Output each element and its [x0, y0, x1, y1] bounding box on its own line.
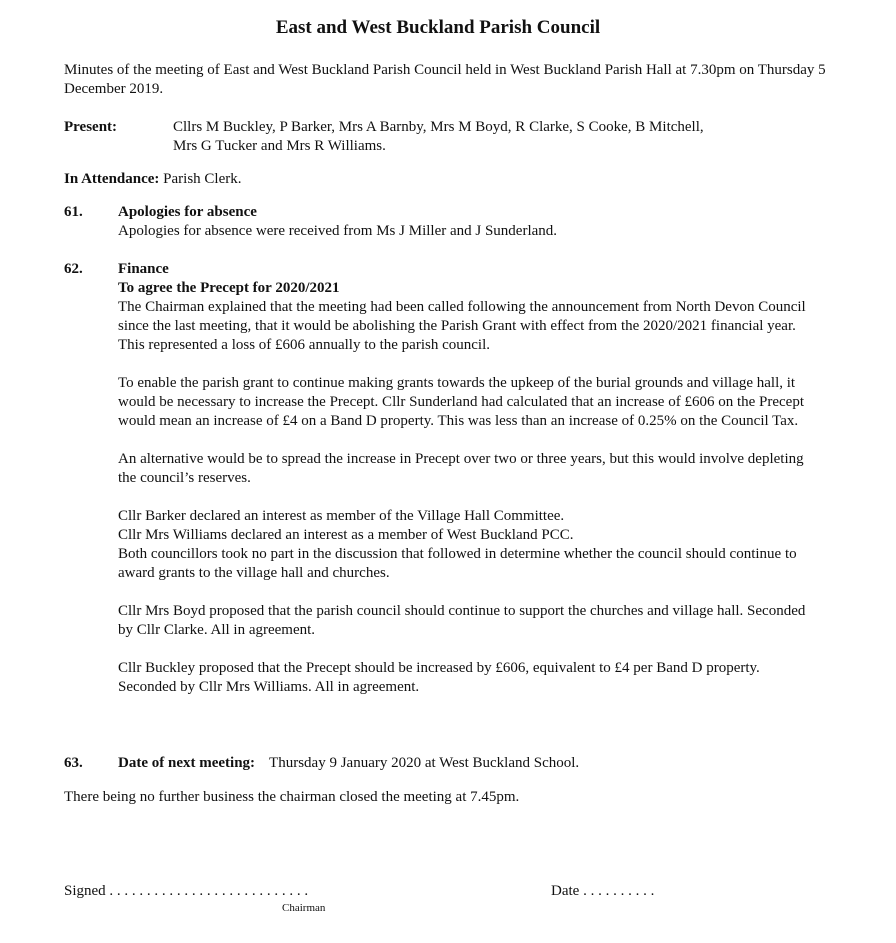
- item-63: [118, 754, 818, 773]
- item-62-paragraph: Cllr Buckley proposed that the Precept should be increased by £606, equivalent to £4 per Band D property. Seconded by Cllr Mrs Williams. All in agreement.: [118, 660, 760, 695]
- item-62-paragraph: Cllr Mrs Williams declared an interest as a member of West Buckland PCC.: [118, 527, 574, 543]
- attendance-line: [64, 170, 764, 189]
- present-list: [173, 118, 813, 156]
- date-line: Date . . . . . . . . . .: [551, 883, 655, 899]
- attendance-text: Parish Clerk.: [159, 171, 242, 187]
- present-line-1: Cllrs M Buckley, P Barker, Mrs A Barnby, Mrs M Boyd, R Clarke, S Cooke, B Mitchell,: [173, 119, 704, 135]
- item-62-paragraph: Both councillors took no part in the discussion that followed in determine whether the council should continue to award grants to the village hall and churches.: [118, 546, 797, 581]
- item-62-paragraph: To enable the parish grant to continue making grants towards the upkeep of the burial grounds and village hall, it would be necessary to increase the Precept. Cllr Sunderland had calculated that an increase of £606 on the Precept would mean an increase of £4 on a Band D property. This was less than an increase of 0.25% on the Council Tax.: [118, 375, 804, 429]
- item-61: [118, 203, 818, 241]
- chairman-caption: Chairman: [282, 902, 326, 914]
- item-61-heading: Apologies for absence: [118, 204, 257, 220]
- item-62: [118, 260, 818, 697]
- present-label: Present:: [64, 119, 118, 135]
- item-63-text: Thursday 9 January 2020 at West Buckland School.: [269, 755, 580, 771]
- item-63-number: 63.: [64, 755, 83, 771]
- present-line-2: Mrs G Tucker and Mrs R Williams.: [173, 138, 386, 154]
- item-62-paragraph: Cllr Mrs Boyd proposed that the parish council should continue to support the churches and village hall. Seconded by Cllr Clarke. All in agreement.: [118, 603, 806, 638]
- item-62-heading: Finance: [118, 261, 169, 277]
- closing-statement: There being no further business the chairman closed the meeting at 7.45pm.: [64, 789, 520, 805]
- item-62-subheading: To agree the Precept for 2020/2021: [118, 280, 340, 296]
- item-61-number: 61.: [64, 204, 83, 220]
- item-62-paragraph: An alternative would be to spread the increase in Precept over two or three years, but this would involve depleting the council’s reserves.: [118, 451, 804, 486]
- item-63-heading: Date of next meeting:: [118, 755, 256, 771]
- item-62-paragraph: The Chairman explained that the meeting had been called following the announcement from North Devon Council since the last meeting, that it would be abolishing the Parish Grant with effect from the 2020/2021 financial year. This represented a loss of £606 annually to the parish council.: [118, 299, 806, 353]
- document-title: East and West Buckland Parish Council: [275, 17, 601, 38]
- signed-line: Signed . . . . . . . . . . . . . . . . . . . . . . . . . . .: [64, 883, 309, 899]
- item-61-text: Apologies for absence were received from Ms J Miller and J Sunderland.: [118, 223, 558, 239]
- item-62-number: 62.: [64, 261, 83, 277]
- item-62-paragraph: Cllr Barker declared an interest as member of the Village Hall Committee.: [118, 508, 565, 524]
- attendance-label: In Attendance:: [64, 171, 160, 187]
- intro-paragraph: Minutes of the meeting of East and West Buckland Parish Council held in West Buckland Parish Hall at 7.30pm on Thursday 5 December 2019.: [64, 62, 826, 97]
